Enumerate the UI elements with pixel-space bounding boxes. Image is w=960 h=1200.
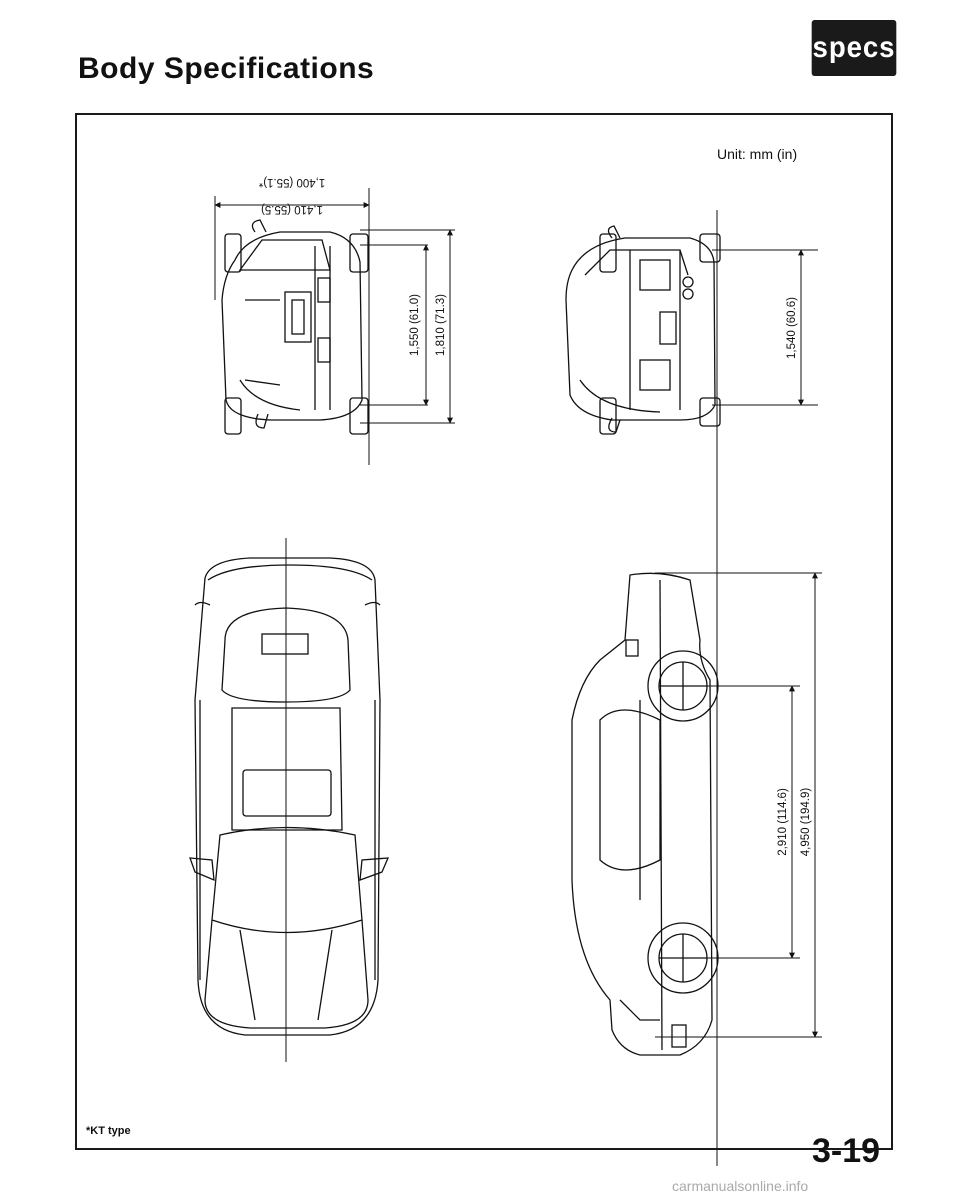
overall-width-label: 1,810 (71.3) (435, 293, 447, 357)
front-tread-kt-label: 1,400 (55.1)* (258, 176, 326, 188)
side-view-drawing (572, 573, 718, 1055)
unit-label: Unit: mm (in) (717, 146, 798, 162)
rear-view-dimension-lines (712, 210, 818, 1166)
rear-tread-label: 1,540 (60.6) (786, 296, 798, 360)
overall-height-label: 1,550 (61.0) (409, 293, 421, 357)
section-badge: specs (812, 20, 897, 76)
front-tread-label: 1,410 (55.5) (260, 203, 324, 215)
front-view-drawing (222, 220, 368, 434)
rear-view-drawing (566, 226, 720, 434)
top-view-drawing (190, 538, 388, 1062)
footnote: *KT type (86, 1125, 131, 1137)
page-title: Body Specifications (78, 52, 375, 85)
side-view-dimension-lines (655, 573, 822, 1037)
overall-length-label: 4,950 (194.9) (800, 787, 812, 857)
page-number: 3-19 (812, 1132, 881, 1170)
footer-watermark: carmanualsonline.info (672, 1178, 809, 1194)
wheelbase-label: 2,910 (114.6) (777, 788, 789, 856)
